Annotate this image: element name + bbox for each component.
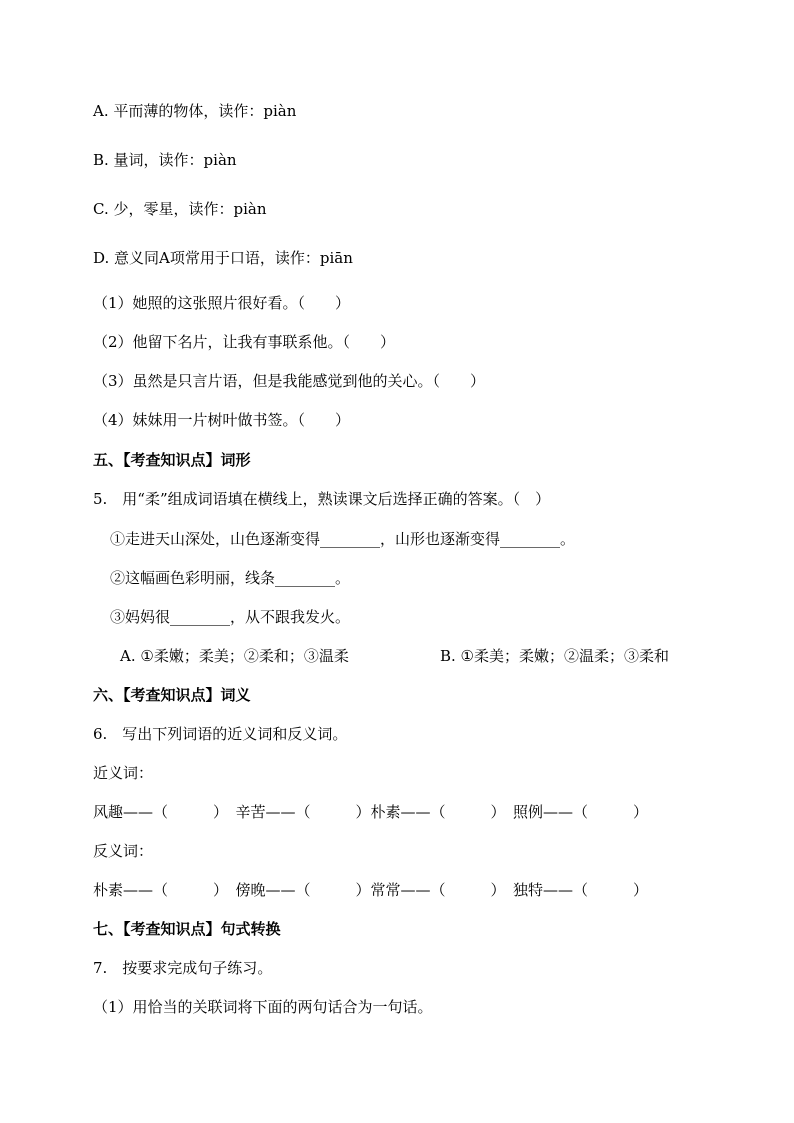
question-5-item-2: ②这幅画色彩明丽，线条________。 [110,569,351,587]
definition-d: D. 意义同A项常用于口语，读作：piān [93,249,353,267]
question-5-option-b: B. ①柔美；柔嫩；②温柔；③柔和 [440,647,670,665]
section-7-heading: 七、【考查知识点】句式转换 [93,920,281,938]
sentence-2: （2）他留下名片，让我有事联系他。（ ） [93,333,396,351]
question-7: 7. 按要求完成句子练习。 [93,959,273,977]
antonym-line: 朴素——（ ） 傍晚——（ ）常常——（ ） 独特——（ ） [93,881,649,899]
antonym-label: 反义词： [93,842,154,860]
definition-b: B. 量词，读作：piàn [93,151,237,169]
sentence-4: （4）妹妹用一片树叶做书签。（ ） [93,411,351,429]
question-5-item-3: ③妈妈很________，从不跟我发火。 [110,608,351,626]
question-5-option-a: A. ①柔嫩；柔美；②柔和；③温柔 [120,647,349,665]
question-7-sub-1: （1）用恰当的关联词将下面的两句话合为一句话。 [93,998,433,1016]
synonym-label: 近义词： [93,764,154,782]
definition-a: A. 平而薄的物体，读作：piàn [93,102,297,120]
sentence-1: （1）她照的这张照片很好看。（ ） [93,294,351,312]
section-6-heading: 六、【考查知识点】词义 [93,686,251,704]
question-5-item-1: ①走进天山深处，山色逐渐变得________，山形也逐渐变得________。 [110,530,576,548]
question-5: 5. 用“柔”组成词语填在横线上，熟读课文后选择正确的答案。（ ） [93,490,551,508]
sentence-3: （3）虽然是只言片语，但是我能感觉到他的关心。（ ） [93,372,486,390]
definition-c: C. 少，零星，读作：piàn [93,200,267,218]
section-5-heading: 五、【考查知识点】词形 [93,451,251,469]
synonym-line: 风趣——（ ） 辛苦——（ ）朴素——（ ） 照例——（ ） [93,803,649,821]
question-6: 6. 写出下列词语的近义词和反义词。 [93,725,348,743]
